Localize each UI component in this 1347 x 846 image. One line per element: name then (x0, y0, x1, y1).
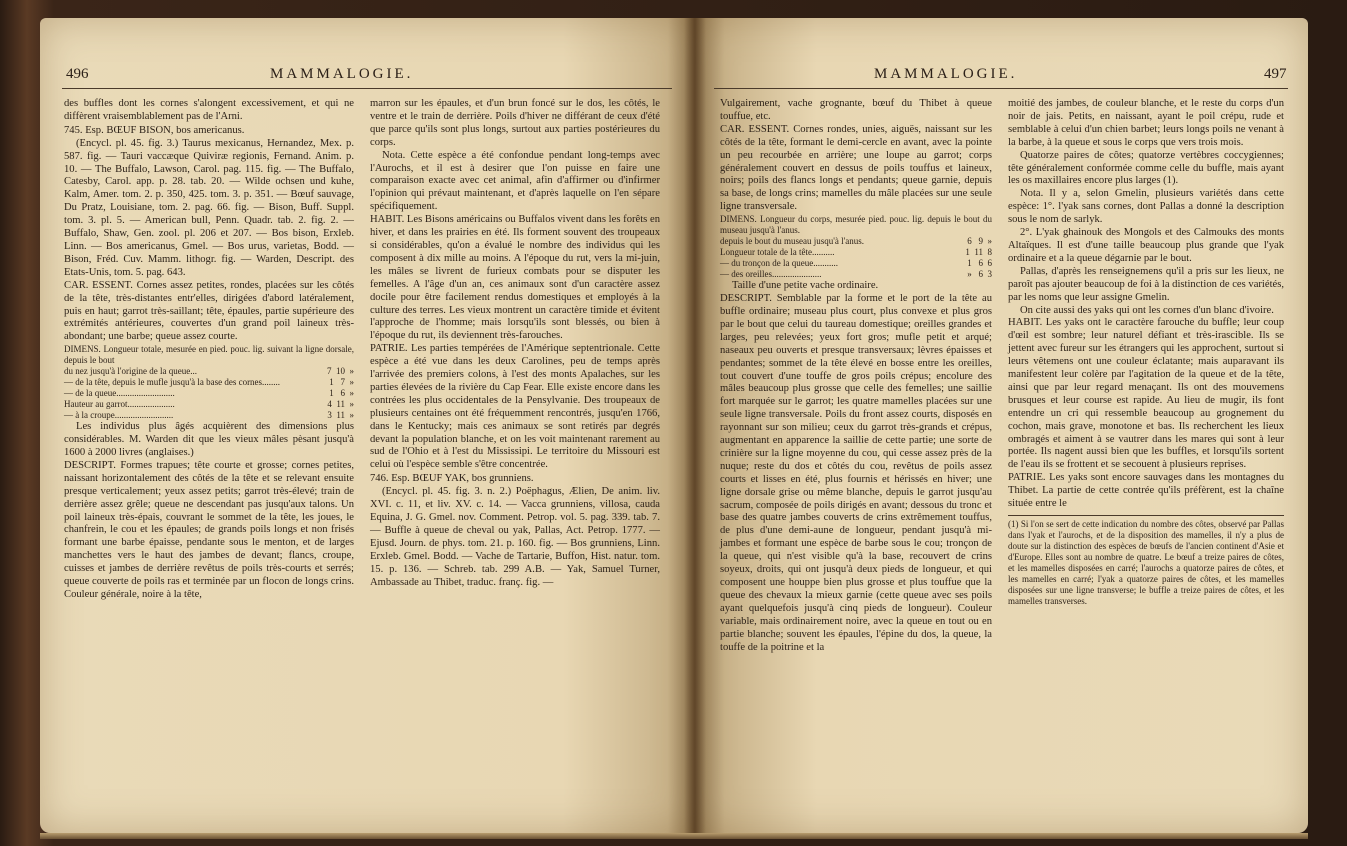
dimension-value: » 6 3 (967, 269, 992, 280)
dimensions-table (720, 214, 992, 280)
paragraph: Vulgairement, vache grognante, bœuf du Thibet à queue touffue, etc. (720, 98, 992, 122)
paragraph: DESCRIPT. Semblable par la forme et le port de la tête au buffle ordinaire; museau plus court, plus convexe et plus gros par le bout que celui du taureau domestique; oreilles grandes et larges, peu relevées; yeux fort gros; mufle petit et arqué; naseaux peu ouverts et presque transversaux; lèvres épaisses et pendantes; sommet de la tête élevé en bosse entre les oreilles, tout couvert d'une touffe de gros poils crépus; encolure des mâles beaucoup plus grosse que celle des femelles; une saillie fort marquée sur le garrot; les quatre mamelles placées sur une seule ligne transversale. Poils du front assez courts, disposés en rayonnant sur son milieu; ceux du garrot très-grands et crépus, augmentant en apparence la saillie de cette partie; une sorte de crinière sur la ligne moyenne du cou, qui cesse assez près de la nuque; reste du dos et côtés du cou, revêtus de poils assez courts et lisses en été, plus fournis et hérissés en hiver; une ligne dorsale grise ou même blanche, depuis le garrot jusqu'au sacrum, composée de poils dirigés en avant; dessous du tronc et base des quatre jambes couverts de crins extrêmement touffus, de plus d'une demi-aune de longueur, pendant jusqu'à mi-jambes et formant une espèce de barbe sous le cou; tronçon de la queue, qui n'est visible qu'à la base, recouvert de crins soyeux, droits, qui ont jusqu'à deux pieds de longueur, et qui composent une houppe bien plus grosse et plus touffue que la queue des chevaux la mieux garnie (cette queue avec ses poils ayant quelquefois jusqu'à cinq pieds de longueur). Couleur variable, mais ordinairement noire, avec la queue en tout ou en partie blanche; souvent les épaules, l'épine du dos, la queue, la touffe de la poitrine et la (720, 293, 992, 653)
paragraph: 2°. L'yak ghainouk des Mongols et des Calmouks des monts Altaïques. Il est d'une taille beaucoup plus grande que l'yak ordinaire et a la queue dégarnie par le bout. (1008, 227, 1284, 264)
dimension-label: du nez jusqu'à l'origine de la queue... (64, 366, 197, 377)
paragraph: Nota. Cette espèce a été confondue pendant long-temps avec l'Aurochs, et il est à desirer que l'on puisse en faire une comparaison exacte avec cet animal, afin d'affirmer ou d'infirmer l'opinion qui prévaut maintenant, et d'après laquelle on l'en sépare spécifiquement. (370, 149, 660, 213)
dimension-row (64, 410, 354, 421)
paragraph: marron sur les épaules, et d'un brun foncé sur le dos, les côtés, le ventre et le train de derrière. Poils d'hiver ne différant de ceux d'été que parce qu'ils sont plus longs, surtout aux parties postérieures du corps. (370, 98, 660, 148)
page-edges (40, 833, 1308, 839)
left-page (40, 18, 694, 833)
paragraph: On cite aussi des yaks qui ont les cornes d'un blanc d'ivoire. (1020, 304, 1274, 316)
paragraph: (Encycl. pl. 45. fig. 3.) Taurus mexicanus, Hernandez, Mex. p. 587. fig. — Tauri vaccæque Quiviræ regionis, Fernand. Anim. p. 10. — The Buffalo, Lawson, Carol. pag. 115. fig. — The Buffalo, Catesby, Carol. app. p. 28. tab. 20. — Wilde ochsen und kuhe, Kalm, Amer. tom. 2. p. 350, 425. tom. 3. p. 351. — Bœuf sauvage, Du Pratz, Louisiane, tom. 2. pag. 66. fig. — Bison, Buff. Suppl. tom. 3. pl. 5. — American bull, Penn. Quadr. tab. 2. fig. 2. — Buffalo, Shaw, Gen. zool. pl. 206 et 207. — Bos bison, Erxleb. Linn. — Bos americanus, Gmel. — Bos urus, varietas, Bodd. — Bison, Fréd. Cuv. Mamm. lithogr. fig. — Warden, Descript. des Etats-Unis, tom. 5. pag. 643. (64, 137, 354, 278)
dimension-row (720, 269, 992, 280)
dimension-row (720, 247, 992, 258)
left-column-2 (370, 98, 660, 589)
dimension-label: Longueur totale de la tête.......... (720, 247, 835, 258)
dimension-value: 3 11 » (327, 410, 354, 421)
dimensions-title: DIMENS. Longueur du corps, mesurée pied. pouc. lig. depuis le bout du museau jusqu'à l'anus. (720, 214, 992, 236)
dimension-row (64, 377, 354, 388)
paragraph: PATRIE. Les yaks sont encore sauvages dans les montagnes du Thibet. La partie de cette contrée qu'ils préfèrent, est la chaîne située entre le (1008, 472, 1284, 510)
dimension-value: 4 11 » (327, 399, 354, 410)
right-column-1 (720, 98, 992, 654)
dimension-value: 1 6 » (329, 388, 354, 399)
dimension-label: — des oreilles...................... (720, 269, 822, 280)
dimension-label: depuis le bout du museau jusqu'à l'anus. (720, 236, 864, 247)
dimension-row (64, 399, 354, 410)
header-rule-right (714, 88, 1288, 89)
page-number-right: 497 (1264, 66, 1287, 82)
dimension-row (720, 236, 992, 247)
dimension-label: — du tronçon de la queue........... (720, 258, 838, 269)
paragraph: Pallas, d'après les renseignemens qu'il a pris sur les lieux, ne paroît pas ajouter beaucoup de foi à la distinction de ces variétés, par les noms que leur assigne Gmelin. (1008, 265, 1284, 303)
paragraph: 746. Esp. BŒUF YAK, bos grunniens. (370, 473, 534, 485)
paragraph: HABIT. Les Bisons américains ou Buffalos vivent dans les forêts en hiver, et dans les prairies en été. Ils forment souvent des troupeaux si considérables, qu'on a évalué le nombre des individus qui les composent à dix mille au moins. A l'époque du rut, vers la mi-juin, les mâles se livrent de furieux combats pour se disputer les femelles. A l'âge d'un an, ces animaux sont d'un caractère assez docile pour être facilement rendus domestiques et employés à la culture des terres. Les vieux montrent un caractère timide et évitent l'approche de l'homme; mais lorsqu'ils sont blessés, ou bien à l'époque du rut, ils deviennent très-farouches. (370, 214, 660, 342)
footnote: (1) Si l'on se sert de cette indication du nombre des côtes, observé par Pallas dans l'yak et l'aurochs, et de la disposition des mamelles, il n'y a plus de doute sur la distinction des espèces de bœufs de l'ancien continent d'Asie et d'Europe. Elles sont au nombre de quatre. Le bœuf a treize paires de côtes, et les mamelles disposées en carré; l'aurochs a quatorze paires de côtes, et les mamelles en carré; l'yak a quatorze paires de côtes, et les mamelles disposées sur une ligne transverse; le buffle a treize paires de côtes, et les mamelles transverses. (1008, 515, 1284, 607)
paragraph: des buffles dont les cornes s'alongent excessivement, et qui ne diffèrent vraisemblablement pas de l'Arni. (64, 98, 354, 122)
paragraph: CAR. ESSENT. Cornes rondes, unies, aiguës, naissant sur les côtés de la tête, formant le demi-cercle en avant, avec la pointe un peu recourbée en arrière; une loupe au garrot; corps généralement couvert en dessus de poils touffus et laineux, noirs; poils des flancs longs et pendants; queue garnie, depuis sa base, de longs crins; mamelles du mâle placées sur une seule ligne transversale. (720, 123, 992, 213)
dimension-value: 1 6 6 (967, 258, 992, 269)
running-head-right: MAMMALOGIE. (874, 66, 1018, 82)
header-rule-left (62, 88, 672, 89)
paragraph: PATRIE. Les parties tempérées de l'Amérique septentrionale. Cette espèce a été vue dans les deux Carolines, peu de temps après l'arrivée des premiers colons, à l'est des monts Apalaches, sur les parties élevées de la rivière du Cap Fear. Elle existe encore dans les contrées les plus occidentales de la Pensylvanie. Des troupeaux de plusieurs centaines ont été fréquemment rencontrés, jusqu'en 1766, dans le Kentucky; mais ces animaux se sont retirés par degrés devant la population blanche, et on les voit maintenant rarement au sud de l'Ohio et à l'est du Mississipi. Le territoire du Missouri est celui où l'espèce semble s'être concentrée. (370, 343, 660, 471)
right-page (694, 18, 1308, 833)
paragraph: Taille d'une petite vache ordinaire. (732, 280, 879, 292)
dimension-label: — à la croupe.......................... (64, 410, 174, 421)
dimension-value: 1 7 » (329, 377, 354, 388)
dimension-label: — de la queue.......................... (64, 388, 175, 399)
right-column-2 (1008, 98, 1284, 607)
left-column-1 (64, 98, 354, 602)
dimension-label: — de la tête, depuis le mufle jusqu'à la base des cornes........ (64, 377, 281, 388)
dimension-row (720, 258, 992, 269)
dimension-value: 6 9 » (967, 236, 992, 247)
dimension-value: 7 10 » (327, 366, 354, 377)
dimension-label: Hauteur au garrot..................... (64, 399, 175, 410)
paragraph: Les individus plus âgés acquièrent des dimensions plus considérables. M. Warden dit que les vieux mâles pèsant jusqu'à 1600 à 2000 livres (anglaises.) (64, 421, 354, 459)
paragraph: HABIT. Les yaks ont le caractère farouche du buffle; leur coup d'œil est sombre; leur naturel défiant et très-irascible. Ils se jettent avec fureur sur les étrangers qui les approchent, surtout si leurs vêtemens ont une couleur éclatante; mais auparavant ils manifestent leur colère par l'agitation de la queue et de la tête, ainsi que par leur regard menaçant. Ils ont des mouvemens brusques et leur course est rapide. Au lieu de mugir, ils font entendre un cri qui ressemble beaucoup au grognement du cochon, mais grave, monotone et bas. Ils recherchent les lieux ombragés et aiment à se vautrer dans les mares qui sont à leur portée. Ils nagent aussi bien que les buffles, et lorsqu'ils sortent de l'eau ils se frottent et se secouent à plusieurs reprises. (1008, 317, 1284, 471)
paragraph: (Encycl. pl. 45. fig. 3. n. 2.) Poëphagus, Ælien, De anim. liv. XVI. c. 11, et liv. XV. c. 14. — Vacca grunniens, villosa, cauda Equina, J. G. Gmel. nov. Comment. Petrop. vol. 5. pag. 339. tab. 7. — Buffle à queue de cheval ou yak, Pallas, Act. Petrop. 1777. — Ejusd. Journ. de phys. tom. 21. p. 160. fig. — Bos grunniens, Linn. Erxleb. Gmel. Bodd. — Vache de Tartarie, Buffon, Hist. natur. tom. 15. p. 136. — Schreb. tab. 299 A.B. — Yak, Samuel Turner, Ambassade au Thibet, traduc. franç. fig. — (370, 486, 660, 588)
paragraph: Nota. Il y a, selon Gmelin, plusieurs variétés dans cette espèce: 1°. l'yak sans cornes, dont Pallas a donné la description sous le nom de sarlyk. (1008, 188, 1284, 226)
paragraph: CAR. ESSENT. Cornes assez petites, rondes, placées sur les côtés de la tête, très-distantes entr'elles, dirigées d'abord latéralement, puis en haut; garrot très-saillant; tête, épaules, partie supérieure des extrémités antérieures, couvertes d'un grand poil laineux très-abondant; une barbe; queue assez courte. (64, 279, 354, 343)
paragraph: 745. Esp. BŒUF BISON, bos americanus. (64, 124, 245, 136)
dimension-value: 1 11 8 (965, 247, 992, 258)
page-number-left: 496 (66, 66, 89, 82)
running-head-left: MAMMALOGIE. (270, 66, 414, 82)
dimension-row (64, 388, 354, 399)
dimensions-table (64, 344, 354, 421)
paragraph: moitié des jambes, de couleur blanche, et le reste du corps d'un noir de jais. Petits, en naissant, ayant le poil crépu, rude et semblable à celui d'un chien barbet; leurs longs poils ne venant à la barbe, à la queue et sous le corps que vers trois mois. (1008, 98, 1284, 148)
dimension-row (64, 366, 354, 377)
paragraph: Quatorze paires de côtes; quatorze vertèbres coccygiennes; tête généralement conformée comme celle du buffle, mais ayant les os maxillaires encore plus larges (1). (1008, 149, 1284, 187)
dimensions-title: DIMENS. Longueur totale, mesurée en pied. pouc. lig. suivant la ligne dorsale, depuis le bout (64, 344, 354, 366)
paragraph: DESCRIPT. Formes trapues; tête courte et grosse; cornes petites, naissant horizontalement des côtés de la tête et se relevant ensuite presque verticalement; yeux assez petits; garrot très-élevé; train de derrière assez grêle; queue ne descendant pas jusqu'aux talons. Un poil laineux très-épais, couvrant le sommet de la tête, les joues, le chanfrein, le cou et les épaules; de grands poils longs et non frisés formant une barbe épaisse, pendante sous le menton, et de larges manchettes vers le haut des jambes de devant; flancs, croupe, cuisses et jambes de derrière revêtus de poils très-courts et serrés; queue couverte de poils ras et terminée par un flocon de longs crins. Couleur générale, noire à la tête, (64, 459, 354, 600)
